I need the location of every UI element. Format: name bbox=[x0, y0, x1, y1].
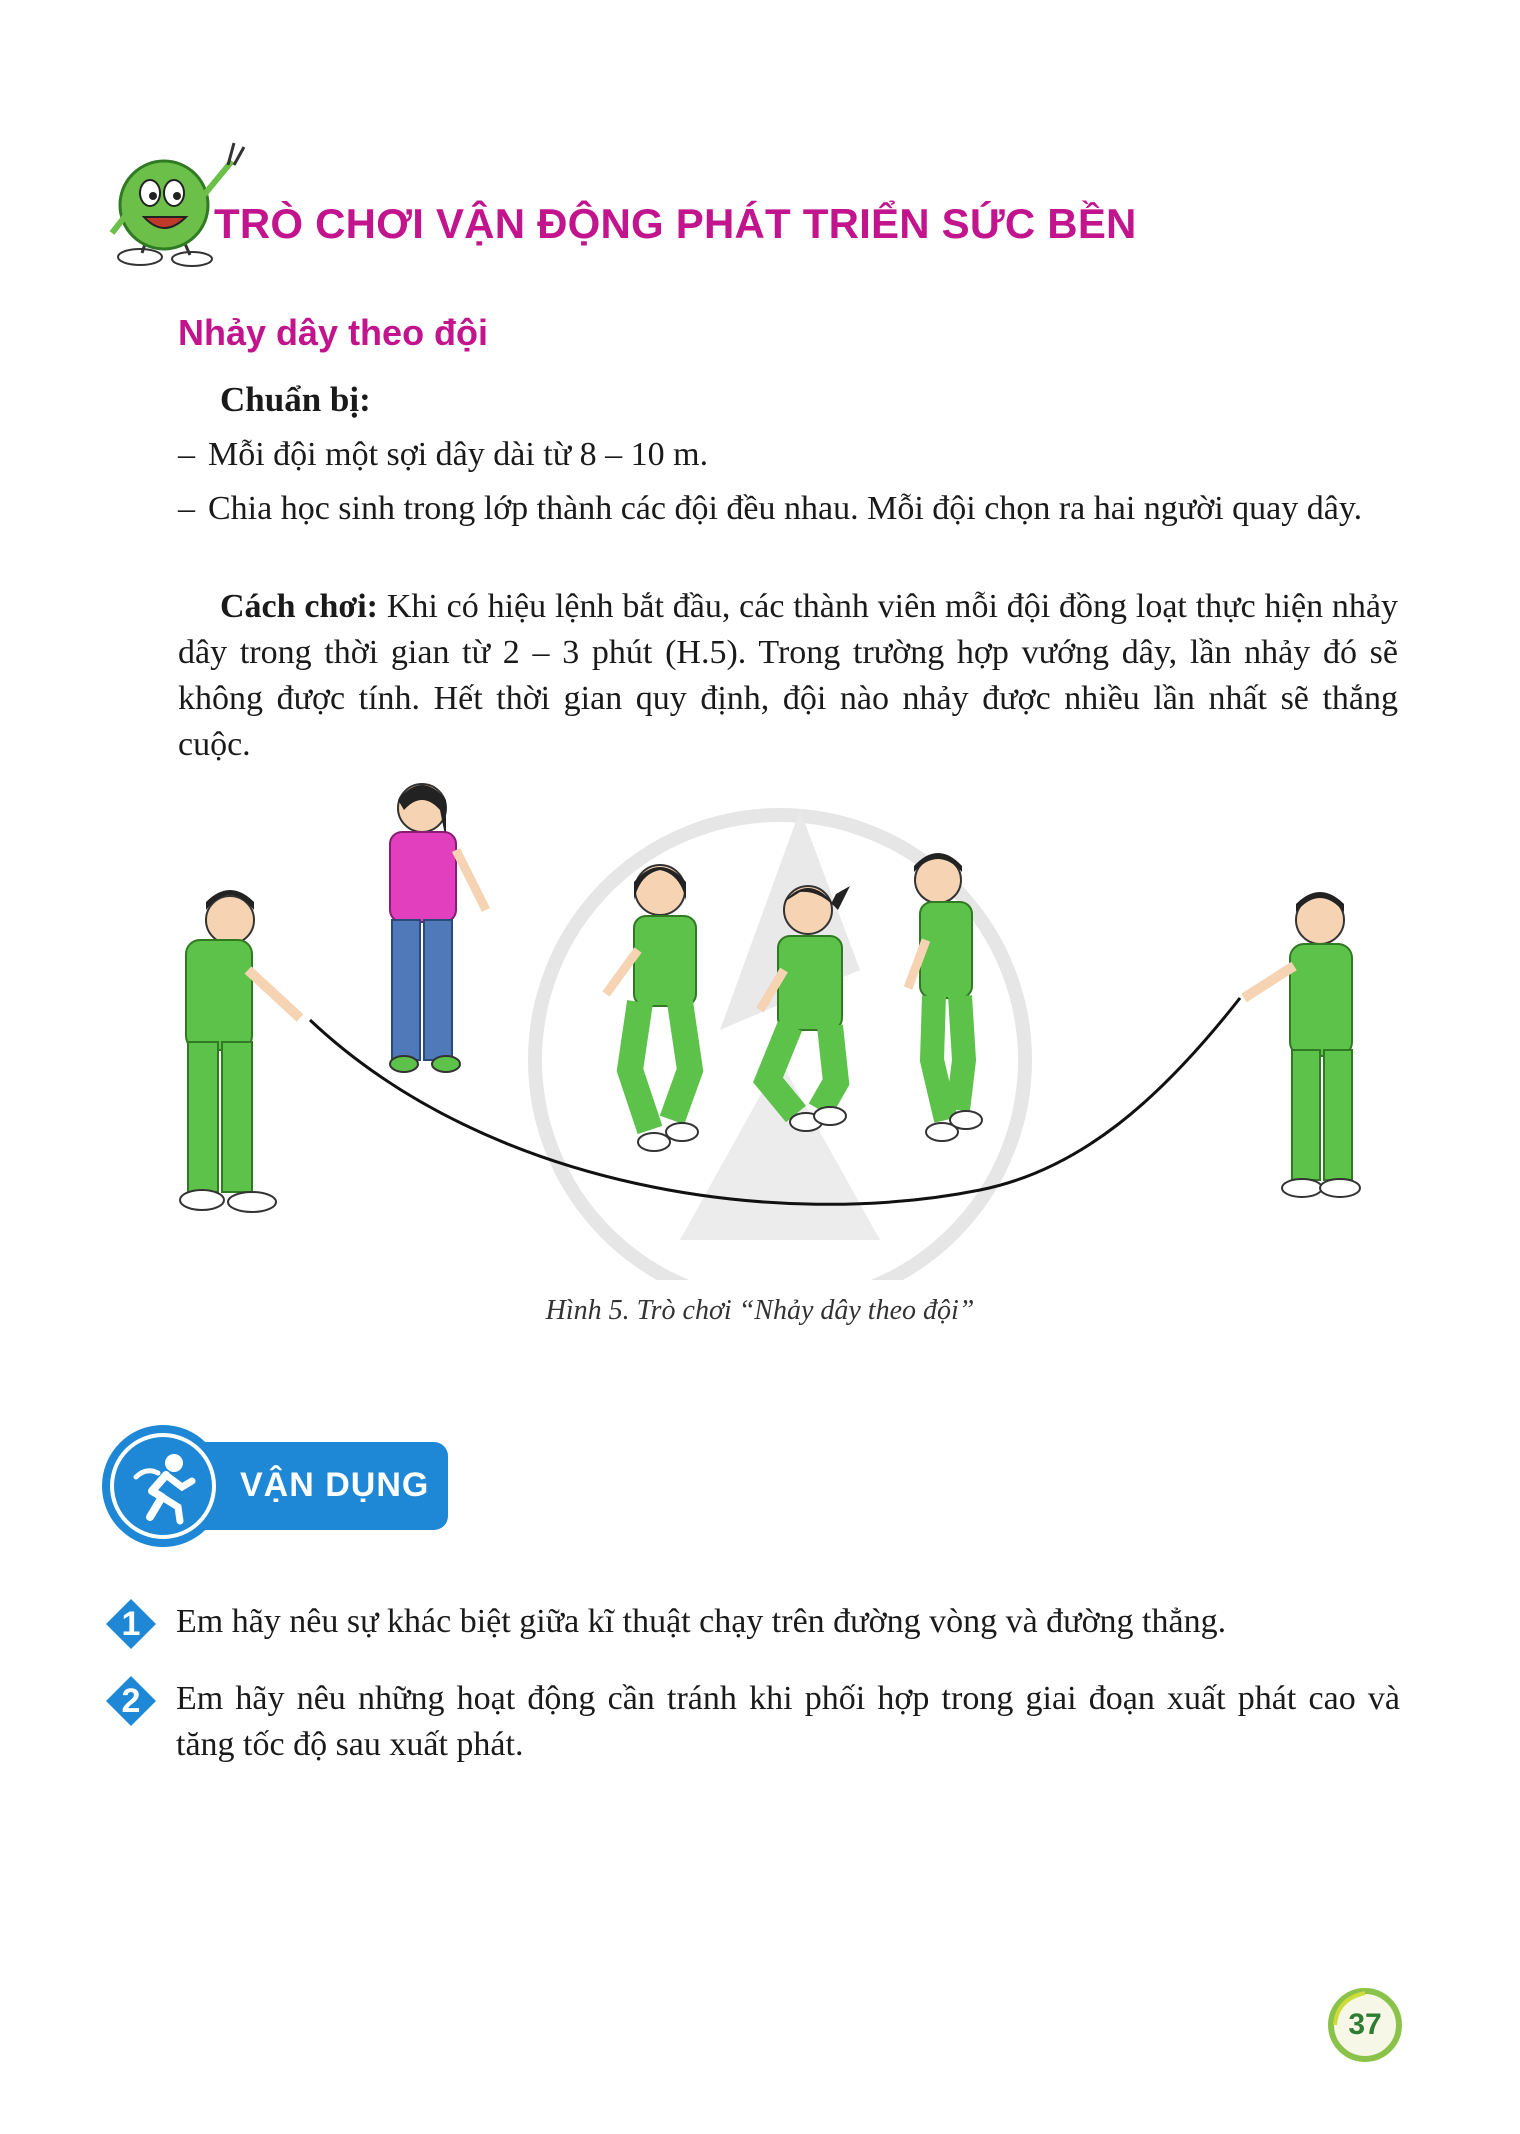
question-number: 1 bbox=[121, 1605, 141, 1643]
running-person-icon bbox=[122, 1447, 204, 1529]
page-number: 37 bbox=[1348, 2008, 1382, 2041]
page-title: TRÒ CHƠI VẬN ĐỘNG PHÁT TRIỂN SỨC BỀN bbox=[214, 200, 1137, 247]
rope-turner-right bbox=[1244, 892, 1360, 1197]
list-item bbox=[178, 486, 1398, 532]
bullet-dash: – bbox=[178, 490, 195, 527]
bullet-dash: – bbox=[178, 436, 195, 473]
howto-text: Khi có hiệu lệnh bắt đầu, các thành viên mỗi đội đồng loạt thực hiện nhảy dây trong thời gian từ 2 – 3 phút (H.5). Trong trường hợp vướng dây, lần nhảy đó sẽ không được tính. Hết thời gian quy định, đội nào nhảy được nhiều lần nhất sẽ thắng cuộc. bbox=[178, 588, 1398, 763]
list-item bbox=[178, 432, 1398, 478]
bullet-text: Mỗi đội một sợi dây dài từ 8 – 10 m. bbox=[208, 436, 709, 473]
jump-rope-illustration bbox=[160, 770, 1400, 1280]
prep-heading: Chuẩn bị: bbox=[220, 380, 371, 419]
howto-paragraph bbox=[178, 584, 1398, 768]
figure-caption: Hình 5. Trò chơi “Nhảy dây theo đội” bbox=[545, 1295, 975, 1326]
rope-turner-left bbox=[180, 890, 300, 1212]
question-number: 2 bbox=[121, 1682, 141, 1720]
question-text: Em hãy nêu sự khác biệt giữa kĩ thuật chạy trên đường vòng và đường thẳng. bbox=[176, 1603, 1227, 1640]
question-text: Em hãy nêu những hoạt động cần tránh khi phối hợp trong giai đoạn xuất phát cao và tăng tốc độ sau xuất phát. bbox=[176, 1680, 1400, 1763]
jumper-1 bbox=[606, 865, 698, 1151]
section-heading: Nhảy dây theo đội bbox=[178, 312, 489, 353]
bullet-text: Chia học sinh trong lớp thành các đội đều nhau. Mỗi đội chọn ra hai người quay dây. bbox=[208, 490, 1363, 527]
apply-label: VẬN DỤNG bbox=[240, 1466, 430, 1504]
howto-label: Cách chơi: bbox=[220, 588, 378, 625]
teacher bbox=[390, 784, 486, 1072]
